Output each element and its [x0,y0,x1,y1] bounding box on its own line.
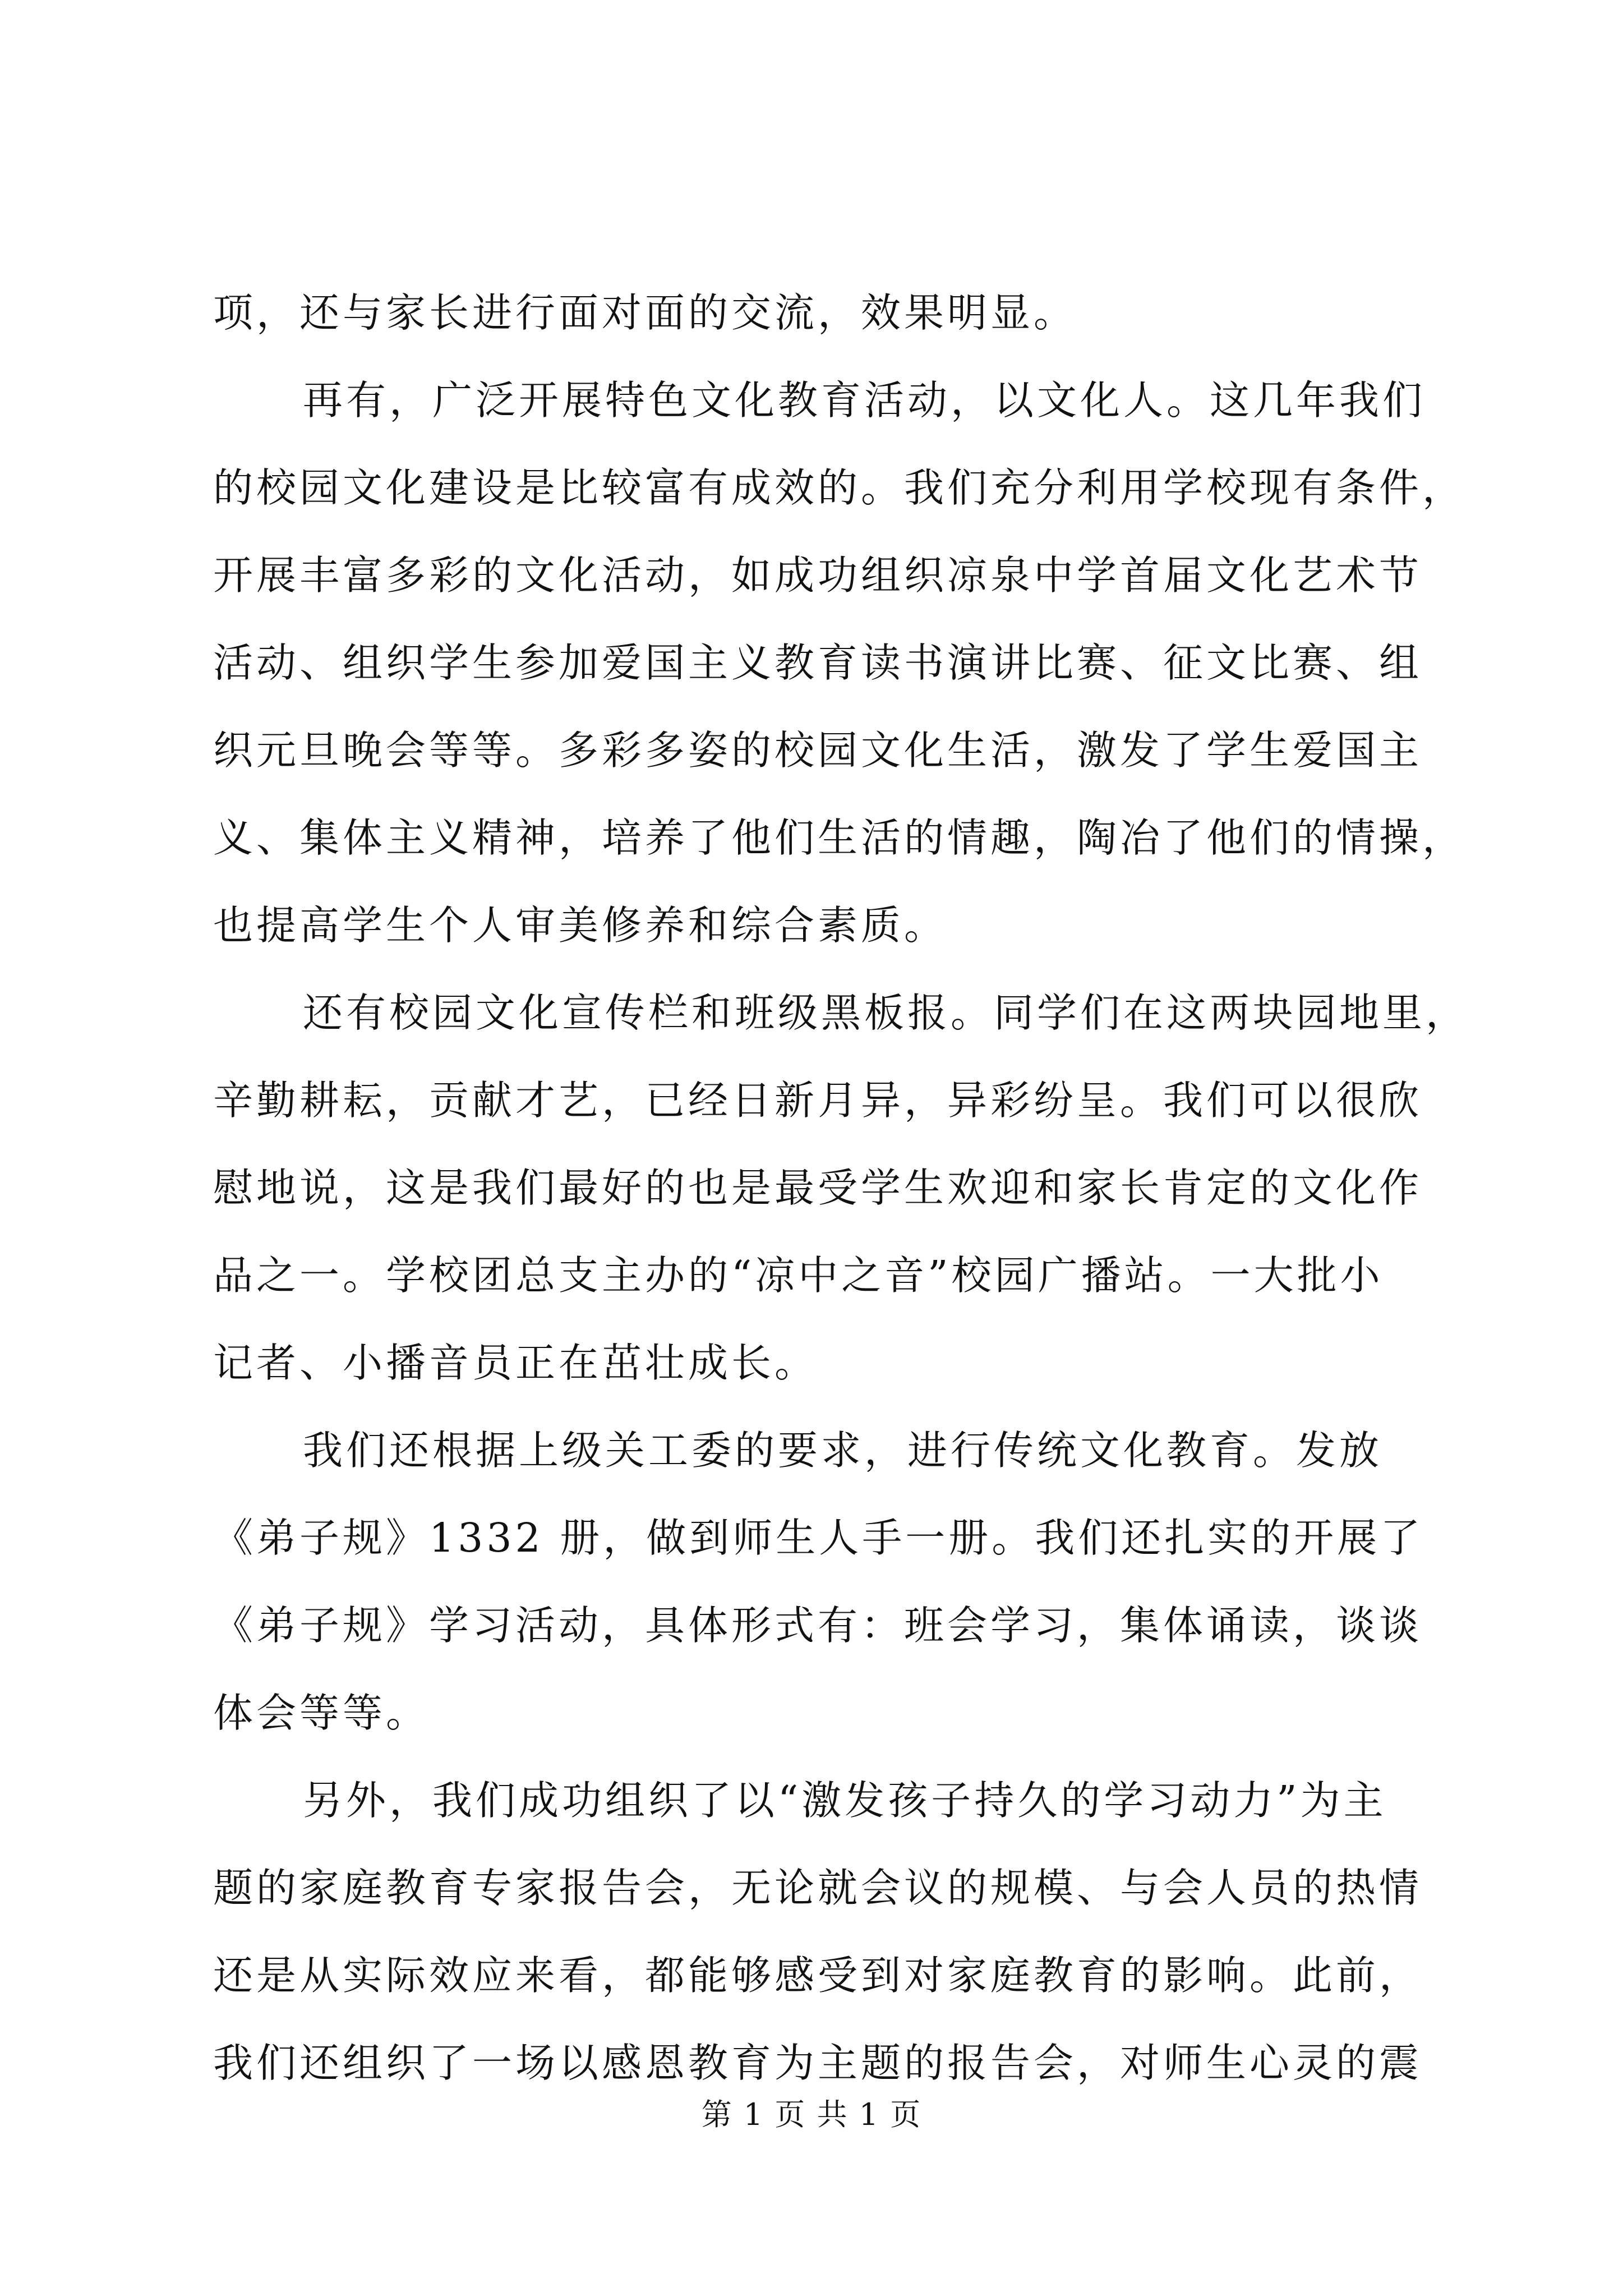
text-line: 辛勤耕耘，贡献才艺，已经日新月异，异彩纷呈。我们可以很欣 [213,1077,1423,1124]
text-line: 还是从实际效应来看，都能够感受到对家庭教育的影响。此前， [213,1952,1423,1999]
text-line: 活动、组织学生参加爱国主义教育读书演讲比赛、征文比赛、组 [213,639,1423,686]
paragraph-first-line: 另外，我们成功组织了以“激发孩子持久的学习动力”为主 [303,1777,1387,1824]
text-line: 也提高学生个人审美修养和综合素质。 [213,902,948,949]
text-line: 体会等等。 [213,1690,430,1736]
document-body [213,269,1475,2107]
text-line: 我们还组织了一场以感恩教育为主题的报告会，对师生心灵的震 [213,2040,1423,2086]
text-line: 品之一。学校团总支主办的“凉中之音”校园广播站。一大批小 [213,1252,1384,1299]
page-footer [0,2095,1623,2134]
text-line: 《弟子规》学习活动，具体形式有：班会学习，集体诵读，谈谈 [213,1602,1423,1649]
text-line: 项，还与家长进行面对面的交流，效果明显。 [213,289,1077,336]
paragraph-first-line: 还有校园文化宣传栏和班级黑板报。同学们在这两块园地里， [303,990,1469,1036]
text-line: 开展丰富多彩的文化活动，如成功组织凉泉中学首届文化艺术节 [213,552,1423,599]
paragraph-first-line: 再有，广泛开展特色文化教育活动，以文化人。这几年我们 [303,377,1426,424]
text-line: 慰地说，这是我们最好的也是最受学生欢迎和家长肯定的文化作 [213,1165,1423,1211]
text-line: 织元旦晚会等等。多彩多姿的校园文化生活，激发了学生爱国主 [213,727,1423,774]
text-line: 记者、小播音员正在茁壮成长。 [213,1340,818,1386]
text-line: 《弟子规》1332 册，做到师生人手一册。我们还扎实的开展了 [213,1515,1424,1561]
text-line: 题的家庭教育专家报告会，无论就会议的规模、与会人员的热情 [213,1865,1423,1911]
text-line: 的校园文化建设是比较富有成效的。我们充分利用学校现有条件， [213,464,1466,511]
text-line: 义、集体主义精神，培养了他们生活的情趣，陶冶了他们的情操， [213,815,1466,861]
paragraph-first-line: 我们还根据上级关工委的要求，进行传统文化教育。发放 [303,1427,1383,1474]
page-number-label: 第 1 页 共 1 页 [701,2097,922,2132]
